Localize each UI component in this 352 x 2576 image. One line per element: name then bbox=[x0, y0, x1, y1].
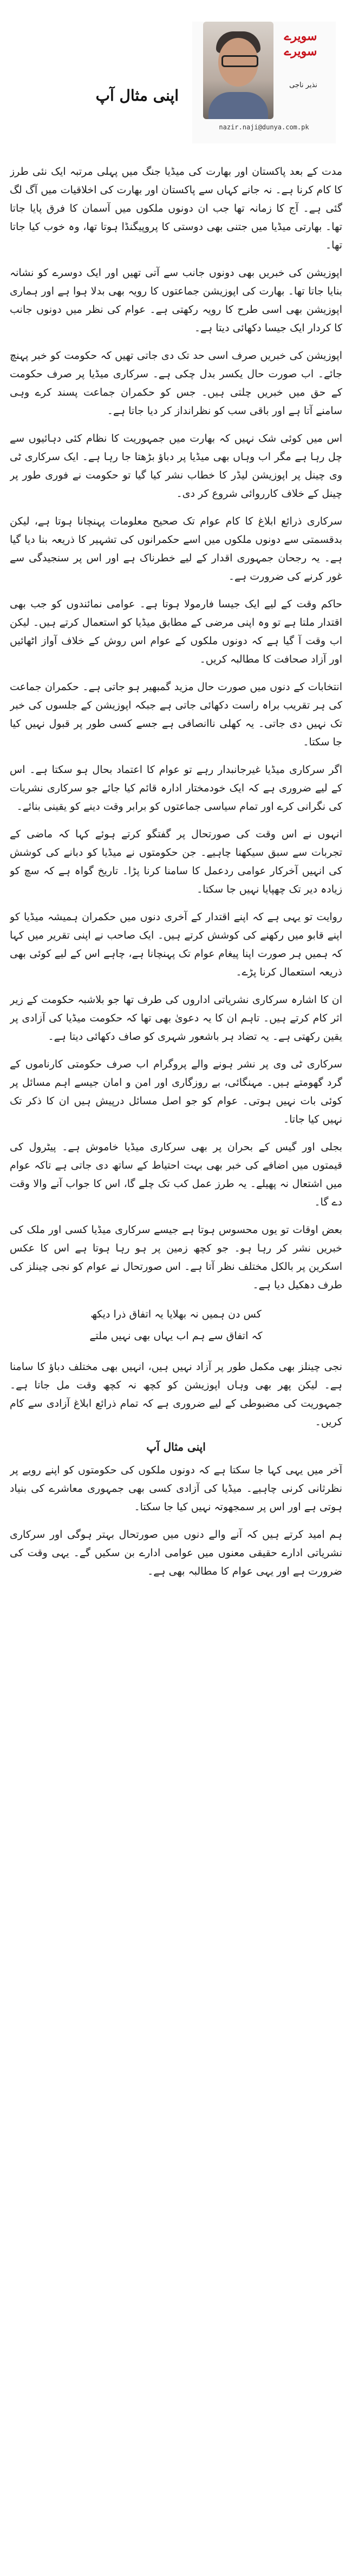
article-paragraph: اس میں کوئی شک نہیں کہ بھارت میں جمہوریت کا نظام کئی دہائیوں سے چل رہا ہے مگر اب وہاں بھی میڈیا پر دباؤ بڑھتا جا رہا ہے۔ ایک سرکاری ٹی وی چینل پر اپوزیشن لیڈر کا خطاب نشر کیا گیا تو حکومت نے فوری طور پر چینل کے خلاف کارروائی شروع کر دی۔ bbox=[10, 432, 342, 500]
article-paragraph: سرکاری ٹی وی پر نشر ہونے والے پروگرام اب صرف حکومتی کارناموں کے گرد گھومتے ہیں۔ مہنگائی، بے روزگاری اور امن و امان جیسے اہم مسائل پر کوئی بات نہیں ہوتی۔ عوام کو جو اصل مسائل درپیش ہیں ان کا ذکر تک نہیں کیا جاتا۔ bbox=[10, 1058, 342, 1125]
article-paragraph: سرکاری ذرائع ابلاغ کا کام عوام تک صحیح معلومات پہنچانا ہوتا ہے، لیکن بدقسمتی سے دونوں ملکوں میں اسے حکمرانوں کی تشہیر کا ذریعہ بنا دیا گیا ہے۔ یہ رجحان جمہوری اقدار کے لیے خطرناک ہے اور اس پر سنجیدگی سے غور کرنے کی ضرورت ہے۔ bbox=[10, 515, 342, 582]
poem-line: کہ اتفاق سے ہم اب یہاں بھی نہیں ملتے bbox=[89, 1330, 263, 1342]
article-paragraph: اپوزیشن کی خبریں صرف اسی حد تک دی جاتی تھیں کہ حکومت کو خبر پہنچ جائے۔ اب صورت حال یکسر بدل چکی ہے۔ سرکاری میڈیا پر صرف حکومت کے حق میں خبریں چلتی ہیں۔ جس کو حکمران جماعت پسند کرے وہی سامنے آتا ہے اور باقی سب کو نظرانداز کر دیا جاتا ہے۔ bbox=[10, 350, 342, 417]
article-paragraph: حاکم وقت کے لیے ایک جیسا فارمولا ہوتا ہے۔ عوامی نمائندوں کو جب بھی اقتدار ملتا ہے تو وہ اپنی مرضی کے مطابق میڈیا کو استعمال کرتے ہیں۔ لیکن اب وقت آ گیا ہے کہ دونوں ملکوں کے عوام اس روش کے خلاف آواز اٹھائیں اور آزاد صحافت کا مطالبہ کریں۔ bbox=[10, 598, 342, 665]
article-paragraph: انہوں نے اس وقت کی صورتحال پر گفتگو کرتے ہوئے کہا کہ ماضی کے تجربات سے سبق سیکھنا چاہیے۔ جن حکومتوں نے میڈیا کو دبانے کی کوشش کی انہیں آخرکار عوامی ردعمل کا سامنا کرنا پڑا۔ تاریخ گواہ ہے کہ سچ کو زیادہ دیر تک چھپایا نہیں جا سکتا۔ bbox=[10, 828, 342, 895]
article-paragraph: ہم امید کرتے ہیں کہ آنے والے دنوں میں صورتحال بہتر ہوگی اور سرکاری نشریاتی ادارے حقیقی معنوں میں عوامی ادارے بن سکیں گے۔ یہی وقت کی ضرورت ہے اور یہی عوام کا مطالبہ بھی ہے۔ bbox=[10, 1529, 342, 1577]
article-paragraph: انتخابات کے دنوں میں صورت حال مزید گمبھیر ہو جاتی ہے۔ حکمران جماعت کی ہر تقریب براہ راست دکھائی جاتی ہے جبکہ اپوزیشن کے جلسوں کی خبر تک نہیں دی جاتی۔ یہ کھلی ناانصافی ہے جسے کسی طور پر قبول نہیں کیا جا سکتا۔ bbox=[10, 681, 342, 748]
section-subhead: اپنی مثال آپ bbox=[146, 1440, 206, 1453]
author-email[interactable]: nazir.naji@dunya.com.pk bbox=[219, 123, 309, 131]
column-title bbox=[268, 29, 333, 59]
article-paragraph: اپوزیشن کی خبریں بھی دونوں جانب سے آتی تھیں اور ایک دوسرے کو نشانہ بنایا جاتا تھا۔ بھارت کی اپوزیشن جماعتوں کا رویہ بھی بدلا ہوا ہے اور ہماری اپوزیشن بھی اسی طرح کا رویہ رکھتی ہے۔ عوام کی نظر میں دونوں جانب کا کردار ایک جیسا دکھائی دیتا ہے۔ bbox=[10, 267, 342, 334]
column-title-line1: سویرے bbox=[284, 29, 317, 43]
article-paragraph: ان کا اشارہ سرکاری نشریاتی اداروں کی طرف تھا جو بلاشبہ حکومت کے زیر اثر کام کرتے ہیں۔ تاہم ان کا یہ دعویٰ بھی تھا کہ حکومت میڈیا کی آزادی پر یقین رکھتی ہے۔ یہ تضاد ہر باشعور شہری کو صاف دکھائی دیتا ہے۔ bbox=[10, 994, 342, 1043]
author-block bbox=[192, 22, 336, 143]
article-paragraph: مدت کے بعد پاکستان اور بھارت کی میڈیا جنگ میں پہلی مرتبہ ایک نئی طرز کا کام کرنا ہے۔ نہ جانے کہاں سے پاکستان اور بھارت کی اخلاقیات میں آگ لگ گئی ہے۔ آج کا زمانہ تھا جب ان دونوں ملکوں میں آسمان کا فرق پایا جاتا تھا۔ بھارتی میڈیا میں جتنی بھی دوستی کا پروپیگنڈا ہوتا تھا، وہ خوب کیا جاتا تھا۔ bbox=[10, 166, 342, 251]
column-title-line2: سویرے bbox=[284, 44, 317, 58]
article-headline: اپنی مثال آپ bbox=[95, 87, 179, 104]
article-paragraph: آخر میں یہی کہا جا سکتا ہے کہ دونوں ملکوں کی حکومتوں کو اپنے رویے پر نظرثانی کرنی چاہیے۔ میڈیا کی آزادی کسی بھی جمہوری معاشرے کی بنیاد ہوتی ہے اور اس پر سمجھوتہ نہیں کیا جا سکتا۔ bbox=[10, 1464, 342, 1513]
column-header bbox=[0, 0, 352, 158]
article-paragraph: اگر سرکاری میڈیا غیرجانبدار رہے تو عوام کا اعتماد بحال ہو سکتا ہے۔ اس کے لیے ضروری ہے کہ ایک خودمختار ادارہ قائم کیا جائے جو سرکاری نشریات کی نگرانی کرے اور تمام سیاسی جماعتوں کو برابر وقت دینے کو یقینی بنائے۔ bbox=[10, 764, 342, 812]
poem-line: کس دن ہمیں نہ بھلایا یہ اتفاق ذرا دیکھ bbox=[90, 1308, 262, 1320]
poem-block bbox=[10, 1303, 342, 1347]
article-paragraph: نجی چینلز بھی مکمل طور پر آزاد نہیں ہیں، انہیں بھی مختلف دباؤ کا سامنا ہے۔ لیکن پھر بھی وہاں اپوزیشن کو کچھ نہ کچھ وقت مل جاتا ہے۔ جمہوریت کی مضبوطی کے لیے ضروری ہے کہ تمام ذرائع ابلاغ آزادی سے کام کریں۔ bbox=[10, 1361, 342, 1428]
article-paragraph: روایت تو یہی ہے کہ اپنے اقتدار کے آخری دنوں میں حکمران ہمیشہ میڈیا کو اپنے قابو میں رکھنے کی کوشش کرتے ہیں۔ ایک صاحب نے اپنی تقریر میں کہا کہ ہمیں ہر صورت اپنا پیغام عوام تک پہنچانا ہے، چاہے اس کے لیے کوئی بھی ذریعہ استعمال کرنا پڑے۔ bbox=[10, 911, 342, 978]
author-name: نذیر ناجی bbox=[289, 81, 317, 89]
article-paragraph: بجلی اور گیس کے بحران پر بھی سرکاری میڈیا خاموش ہے۔ پیٹرول کی قیمتوں میں اضافے کی خبر بھی بہت احتیاط کے ساتھ دی جاتی ہے تاکہ عوام میں اشتعال نہ پھیلے۔ یہ طرز عمل کب تک چلے گا، اس کا جواب آنے والا وقت دے گا۔ bbox=[10, 1141, 342, 1208]
author-photo bbox=[203, 22, 273, 119]
article-paragraph: بعض اوقات تو یوں محسوس ہوتا ہے جیسے سرکاری میڈیا کسی اور ملک کی خبریں نشر کر رہا ہو۔ جو کچھ زمین پر ہو رہا ہوتا ہے اس کا عکس اسکرین پر بالکل مختلف نظر آتا ہے۔ اس صورتحال نے عوام کو نجی چینلز کی طرف دھکیل دیا ہے۔ bbox=[10, 1224, 342, 1291]
article-body bbox=[10, 162, 342, 2568]
